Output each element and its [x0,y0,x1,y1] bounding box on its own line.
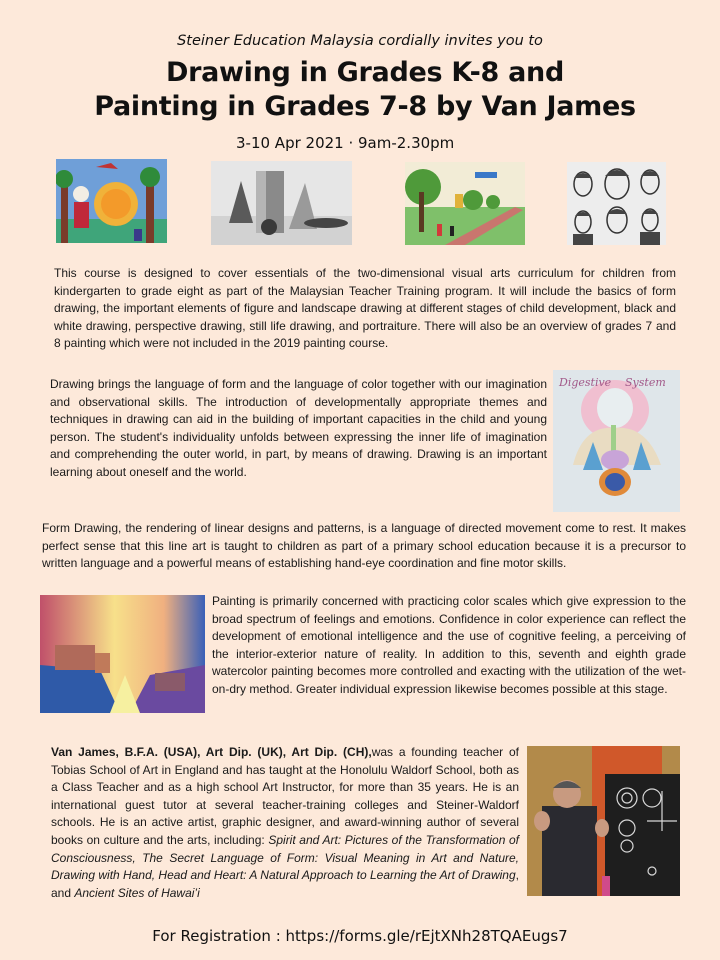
gallery-image-portraits [567,162,666,245]
intro-paragraph: This course is designed to cover essentials of the two-dimensional visual arts curriculum for children from kindergarten to grade eight as part of the Malaysian Teacher Training program. It will include the basics of form drawing, the important elements of figure and landscape drawing at different stages of child development, black and white drawing, perspective drawing, still life drawing, and portraiture. There will also be an overview of grades 7 and 8 painting which were not included in the 2019 painting course. [54,266,676,351]
registration-label: For Registration : [152,927,286,945]
van-james-photo [527,746,680,896]
invite-line: Steiner Education Malaysia cordially invites you to [177,33,543,49]
svg-text:System: System [625,376,666,389]
registration-line [0,927,720,945]
watercolor-painting-image [40,595,205,713]
drawing-paragraph: Drawing brings the language of form and the language of color together with our imagination and observational skills. The introduction of developmentally appropriate themes and techniques in drawing can aid in the building of important capacities in the child and young person. The student's individuality unfolds between expressing the inner life of imagination and comprehending the outer world, in part, by means of drawing. Drawing is an important learning about oneself and the world. [50,377,547,479]
bio-books: Spirit and Art: Pictures of the Transformation of Consciousness, The Secret Language of Form: Visual Meaning in Art and Nature, Drawing with Hand, Head and Heart: A Natural Approach to Learning the Art of Drawing [51,832,519,883]
registration-link[interactable]: https://forms.gle/rEjtXNh28TQAEugs7 [285,927,568,945]
bio-paragraph: Van James, B.F.A. (USA), Art Dip. (UK), Art Dip. (CH),was a founding teacher of Tobias School of Art in England and has taught at the Honolulu Waldorf School, both as a Class Teacher and as a high school Art Instructor, for more than 35 years. He is an international guest tutor at several teacher-training colleges and Steiner-Waldorf schools. He is an active artist, graphic designer, and award-winning author of several books on culture and the arts, including: Spirit and Art: Pictures of the Transformation of Consciousness, The Secret Language of Form: Visual Meaning in Art and Nature, Drawing with Hand, Head and Heart: A Natural Approach to Learning the Art of Drawing, and Ancient Sites of Hawai’i [51,745,519,900]
title-line-1: Drawing in Grades K-8 and [165,57,564,88]
gallery-image-child-drawing [56,159,167,243]
painting-paragraph: Painting is primarily concerned with practicing color scales which give expression to the broad spectrum of feelings and emotions. Confidence in color experience can reflect the development of emotional intelligence and the use of cognitive feeling, a perceiving of the interior-exterior nature of reality. In addition to this, seventh and eighth grade watercolor painting becomes more controlled and exacting with the utilization of the wet-on-dry method. Greater individual expression likewise becomes possible at this stage. [212,594,686,696]
bio-name-credentials: Van James, B.F.A. (USA), Art Dip. (UK), Art Dip. (CH), [51,745,372,759]
digestive-label: Digestive [559,376,612,389]
event-date-time: 3-10 Apr 2021 · 9am-2.30pm [236,134,455,152]
form-drawing-paragraph: Form Drawing, the rendering of linear designs and patterns, is a language of directed movement come to rest. It makes perfect sense that this line art is taught to children as part of a primary school education because it is a precursor to written language and a powerful means of establishing hand-eye coordination and fine motor skills. [42,521,686,571]
gallery-image-landscape [405,162,525,245]
page-title [0,56,720,124]
bio-text: was a founding teacher of Tobias School of Art in England and has taught at the Honolulu Waldorf School, both as a Class Teacher and as a high school Art Instructor, for more than 35 years. He is an international guest tutor at several teacher-training colleges and Steiner-Waldorf schools. He is an active artist, graphic designer, and award-winning author of several books on culture and the arts, including: [51,745,519,847]
digestive-system-image [553,370,680,512]
title-line-2: Painting in Grades 7-8 by Van James [94,91,636,122]
gallery-image-still-life [211,161,352,245]
bio-book-last: Ancient Sites of Hawai’i [74,885,200,900]
